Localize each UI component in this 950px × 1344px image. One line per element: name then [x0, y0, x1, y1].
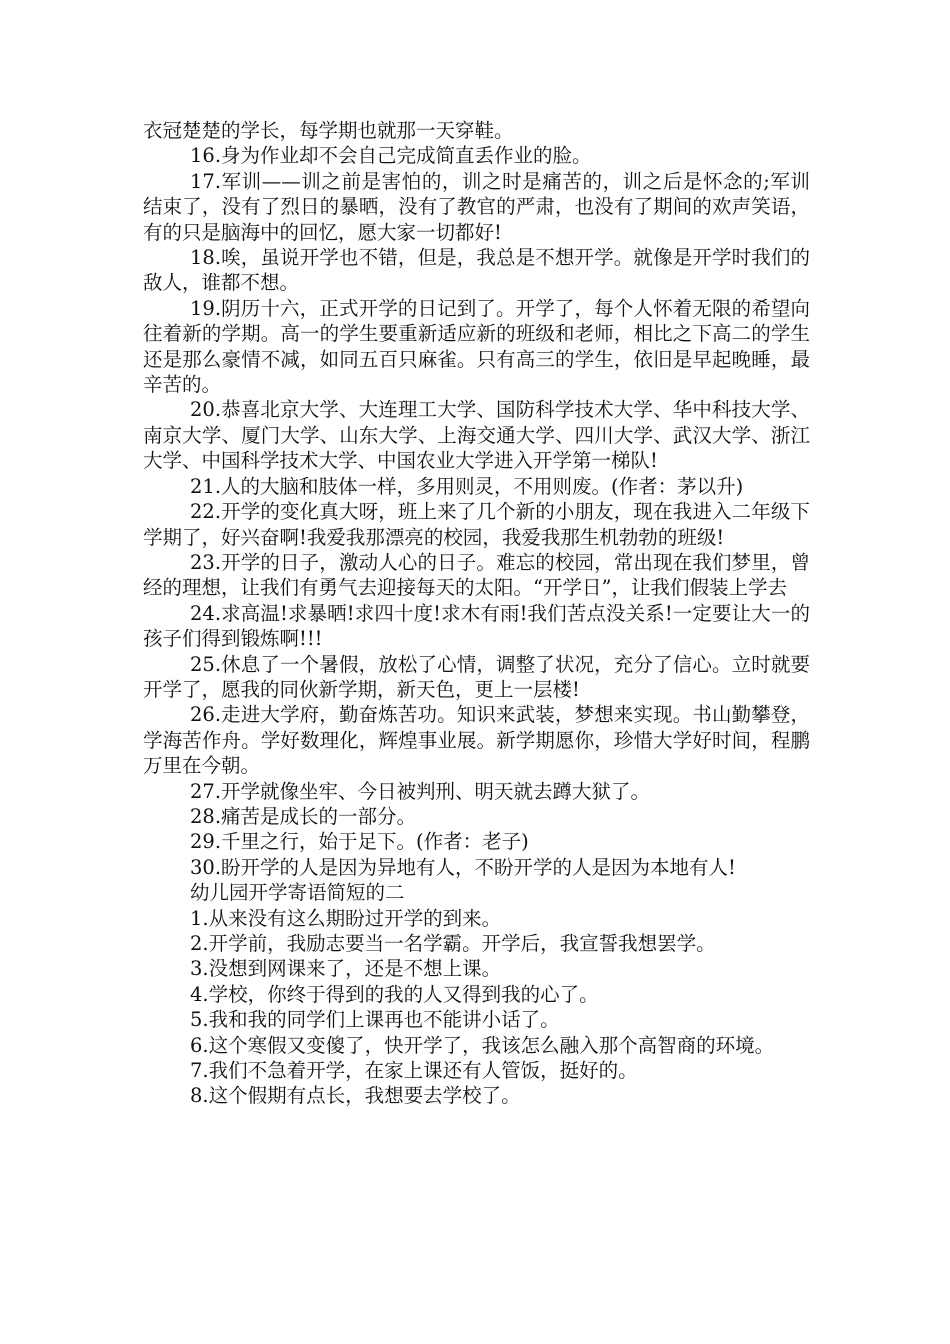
paragraph: 23.开学的日子，激动人心的日子。难忘的校园，常出现在我们梦里，曾经的理想，让我们有勇气去迎接每天的太阳。“开学日”，让我们假装上学去 [143, 550, 810, 600]
paragraph: 30.盼开学的人是因为异地有人，不盼开学的人是因为本地有人! [190, 855, 736, 879]
paragraph: 5.我和我的同学们上课再也不能讲小话了。 [190, 1008, 560, 1032]
paragraph: 1.从来没有这么期盼过开学的到来。 [190, 906, 502, 930]
paragraph: 6.这个寒假又变傻了，快开学了，我该怎么融入那个高智商的环境。 [190, 1033, 775, 1057]
paragraph: 16.身为作业却不会自己完成简直丢作业的脸。 [190, 144, 592, 168]
paragraph: 21.人的大脑和肢体一样，多用则灵，不用则废。(作者：茅以升) [190, 474, 744, 498]
paragraph: 2.开学前，我励志要当一名学霸。开学后，我宣誓我想罢学。 [190, 932, 716, 955]
paragraph: 17.军训——训之前是害怕的，训之时是痛苦的，训之后是怀念的;军训结束了，没有了烈日的暴晒，没有了教官的严肃，也没有了期间的欢声笑语，有的只是脑海中的回忆，愿大家一切都好! [143, 169, 810, 244]
paragraph: 24.求高温!求暴晒!求四十度!求木有雨!我们苦点没关系!一定要让大一的孩子们得到锻炼啊!!! [143, 601, 810, 651]
paragraph: 7.我们不急着开学，在家上课还有人管饭，挺好的。 [190, 1059, 638, 1083]
paragraph: 28.痛苦是成长的一部分。 [190, 804, 417, 828]
paragraph: 19.阴历十六，正式开学的日记到了。开学了，每个人怀着无限的希望向往着新的学期。高一的学生要重新适应新的班级和老师，相比之下高二的学生还是那么豪情不减，如同五百只麻雀。只有高三的学生，依旧是早起晚睡，最辛苦的。 [143, 296, 810, 397]
paragraph: 25.休息了一个暑假，放松了心情，调整了状况，充分了信心。立时就要开学了，愿我的同伙新学期，新天色，更上一层楼! [143, 652, 810, 701]
paragraph: 29.千里之行，始于足下。(作者：老子) [190, 830, 529, 854]
paragraph: 27.开学就像坐牢、今日被判刑、明天就去蹲大狱了。 [190, 779, 651, 803]
document-body [143, 118, 810, 1109]
paragraph: 20.恭喜北京大学、大连理工大学、国防科学技术大学、华中科技大学、南京大学、厦门大学、山东大学、上海交通大学、四川大学、武汉大学、浙江大学、中国科学技术大学、中国农业大学进入开学第一梯队! [143, 398, 810, 473]
paragraph: 26.走进大学府，勤奋炼苦功。知识来武装，梦想来实现。书山勤攀登，学海苦作舟。学好数理化，辉煌事业展。新学期愿你，珍惜大学好时间，程鹏万里在今朝。 [143, 703, 810, 778]
paragraph: 8.这个假期有点长，我想要去学校了。 [190, 1084, 521, 1108]
paragraph: 22.开学的变化真大呀，班上来了几个新的小朋友，现在我进入二年级下学期了，好兴奋啊!我爱我那漂亮的校园，我爱我那生机勃勃的班级! [143, 500, 810, 549]
paragraph: 18.唉，虽说开学也不错，但是，我总是不想开学。就像是开学时我们的敌人，谁都不想。 [143, 246, 810, 295]
paragraph: 3.没想到网课来了，还是不想上课。 [190, 957, 502, 981]
section-heading: 幼儿园开学寄语简短的二 [190, 881, 405, 905]
paragraph: 4.学校，你终于得到的我的人又得到我的心了。 [190, 982, 599, 1006]
paragraph: 衣冠楚楚的学长，每学期也就那一天穿鞋。 [143, 119, 514, 142]
